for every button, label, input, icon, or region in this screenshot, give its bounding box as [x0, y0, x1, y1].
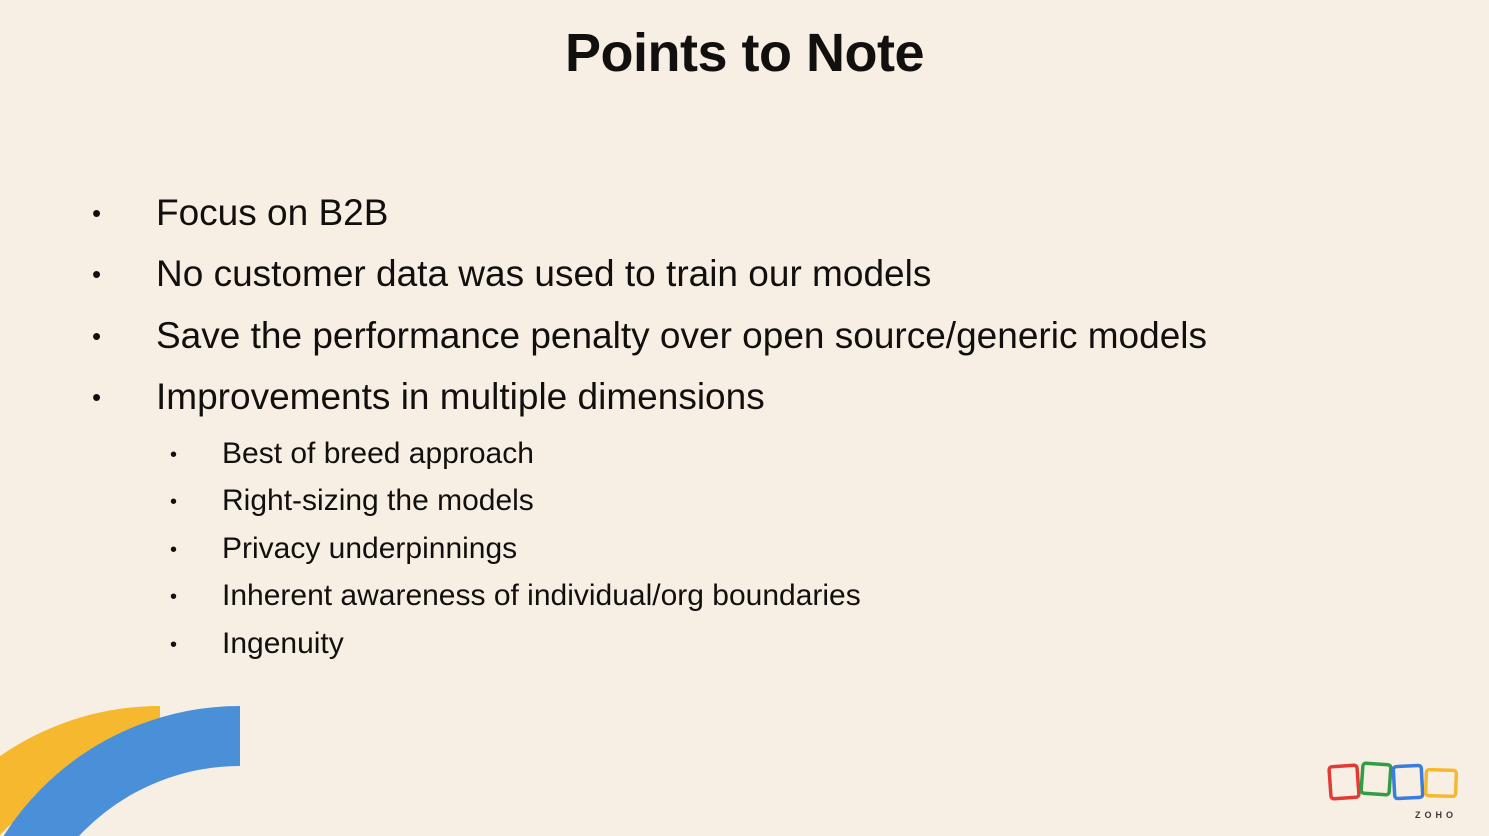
bullet-text: Right-sizing the models — [222, 484, 534, 518]
bullet-text: Privacy underpinnings — [222, 531, 518, 565]
list-item — [170, 625, 1449, 663]
bullet-marker: • — [170, 491, 178, 514]
bullet-marker: • — [170, 586, 178, 609]
list-item — [170, 435, 1449, 473]
bullet-text: No customer data was used to train our models — [156, 253, 932, 295]
bullet-marker: • — [92, 259, 102, 290]
list-item — [92, 374, 1449, 420]
yellow-arc — [0, 736, 160, 836]
slide-title: Points to Note — [565, 23, 924, 83]
bullet-list — [92, 190, 1449, 672]
bullet-text: Improvements in multiple dimensions — [156, 375, 765, 417]
bullet-text: Focus on B2B — [156, 192, 389, 233]
bullet-marker: • — [92, 381, 102, 412]
list-item — [170, 482, 1449, 520]
bullet-marker: • — [92, 320, 102, 351]
list-item — [170, 530, 1449, 568]
zoho-wordmark: ZOHO — [1415, 810, 1457, 820]
bullet-text: Best of breed approach — [222, 437, 534, 470]
blue-arc — [0, 736, 240, 836]
zoho-logo-icon — [1327, 760, 1463, 806]
bullet-marker: • — [170, 633, 178, 656]
bullet-text: Ingenuity — [222, 626, 344, 660]
bullet-text: Save the performance penalty over open source/generic models — [156, 314, 1207, 356]
list-item — [92, 313, 1449, 359]
list-item — [170, 577, 1449, 615]
list-item — [92, 251, 1449, 297]
bullet-marker: • — [170, 444, 178, 466]
bullet-marker: • — [92, 198, 102, 228]
bullet-marker: • — [170, 538, 178, 561]
list-item — [92, 190, 1449, 236]
bullet-text: Inherent awareness of individual/org boundaries — [222, 579, 861, 613]
zoho-logo — [1327, 760, 1463, 820]
